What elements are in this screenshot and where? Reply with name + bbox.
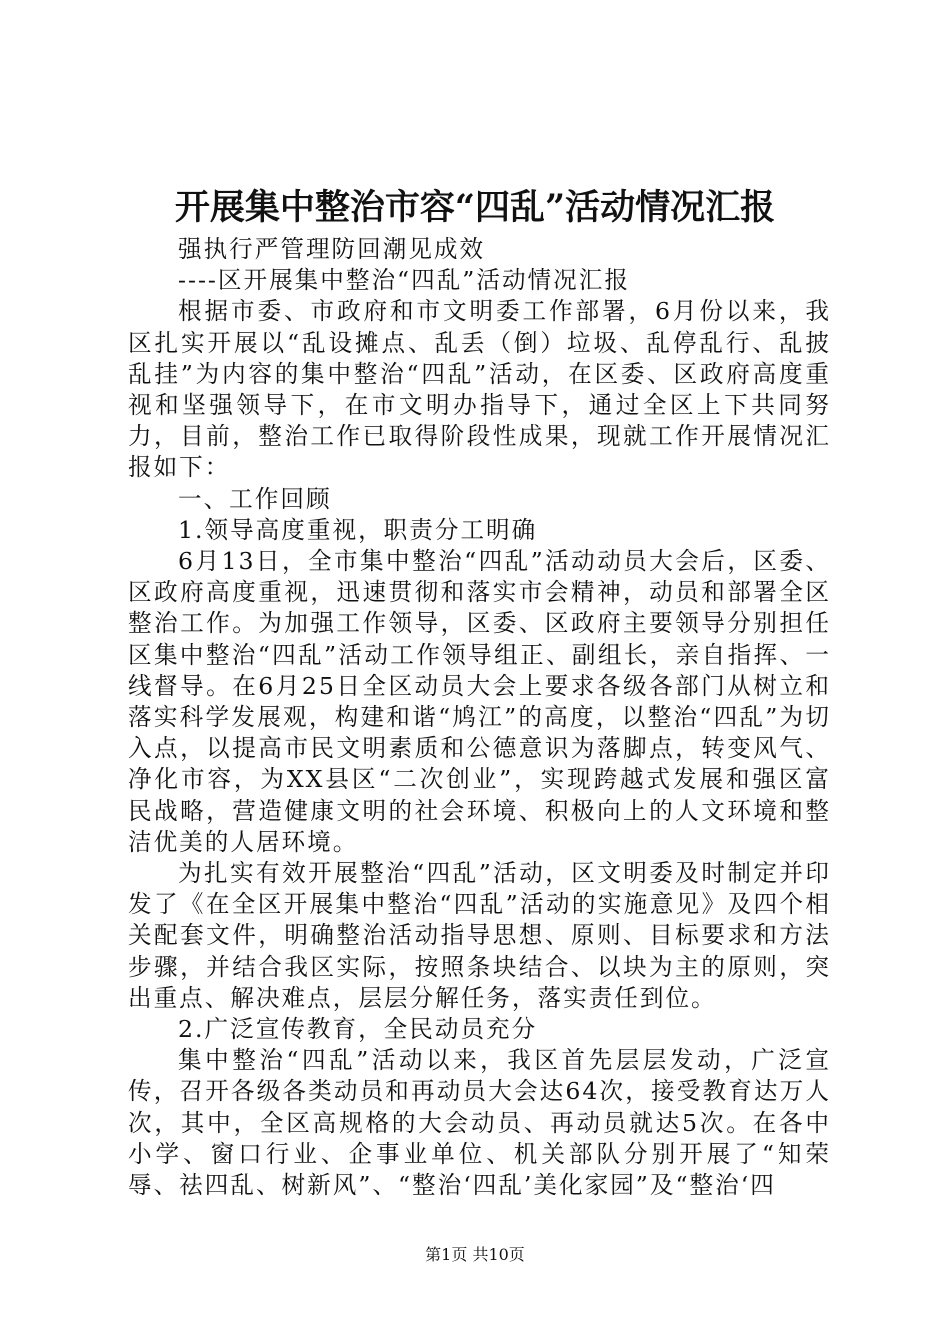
subtitle-line-1: 强执行严管理防回潮见成效 bbox=[178, 235, 486, 263]
subsection-heading-2: 2.广泛宣传教育，全民动员充分 bbox=[178, 1015, 538, 1044]
document-body bbox=[128, 234, 831, 1201]
paragraph-leadership: 6月13日，全市集中整治“四乱”活动动员大会后，区委、区政府高度重视，迅速贯彻和落实市会精神，动员和部署全区整治工作。为加强工作领导，区委、区政府主要领导分别担任区集中整治“四乱”活动工作领导组正、副组长，亲自指挥、一线督导。在6月25日全区动员大会上要求各级各部门从树立和落实科学发展观，构建和谐“鸠江”的高度，以整治“四乱”为切入点，以提高市民文明素质和公德意识为落脚点，转变风气、净化市容，为XX县区“二次创业”，实现跨越式发展和强区富民战略，营造健康文明的社会环境、积极向上的人文环境和整洁优美的人居环境。 bbox=[128, 547, 831, 856]
section-heading-review: 一、工作回顾 bbox=[178, 484, 332, 513]
document-title: 开展集中整治市容“四乱”活动情况汇报 bbox=[174, 187, 776, 228]
subsection-heading-1: 1.领导高度重视，职责分工明确 bbox=[178, 515, 538, 544]
paragraph-implementation: 为扎实有效开展整治“四乱”活动，区文明委及时制定并印发了《在全区开展集中整治“四乱”活动的实施意见》及四个相关配套文件，明确整治活动指导思想、原则、目标要求和方法步骤，并结合我区实际，按照条块结合、以块为主的原则，突出重点、解决难点，层层分解任务，落实责任到位。 bbox=[128, 859, 831, 1012]
paragraph-publicity: 集中整治“四乱”活动以来，我区首先层层发动，广泛宣传，召开各级各类动员和再动员大会达64次，接受教育达万人次，其中，全区高规格的大会动员、再动员就达5次。在各中小学、窗口行业、企事业单位、机关部队分别开展了“知荣辱、祛四乱、树新风”、“整治‘四乱’美化家园”及“整治‘四 bbox=[128, 1046, 831, 1200]
subtitle-line-2: ----区开展集中整治“四乱”活动情况汇报 bbox=[178, 266, 630, 295]
paragraph-intro: 根据市委、市政府和市文明委工作部署，6月份以来，我区扎实开展以“乱设摊点、乱丢（倒）垃圾、乱停乱行、乱披乱挂”为内容的集中整治“四乱”活动，在区委、区政府高度重视和坚强领导下，在市文明办指导下，通过全区上下共同努力，目前，整治工作已取得阶段性成果，现就工作开展情况汇报如下： bbox=[128, 297, 831, 482]
page-footer: 第1页 共10页 bbox=[425, 1245, 525, 1264]
